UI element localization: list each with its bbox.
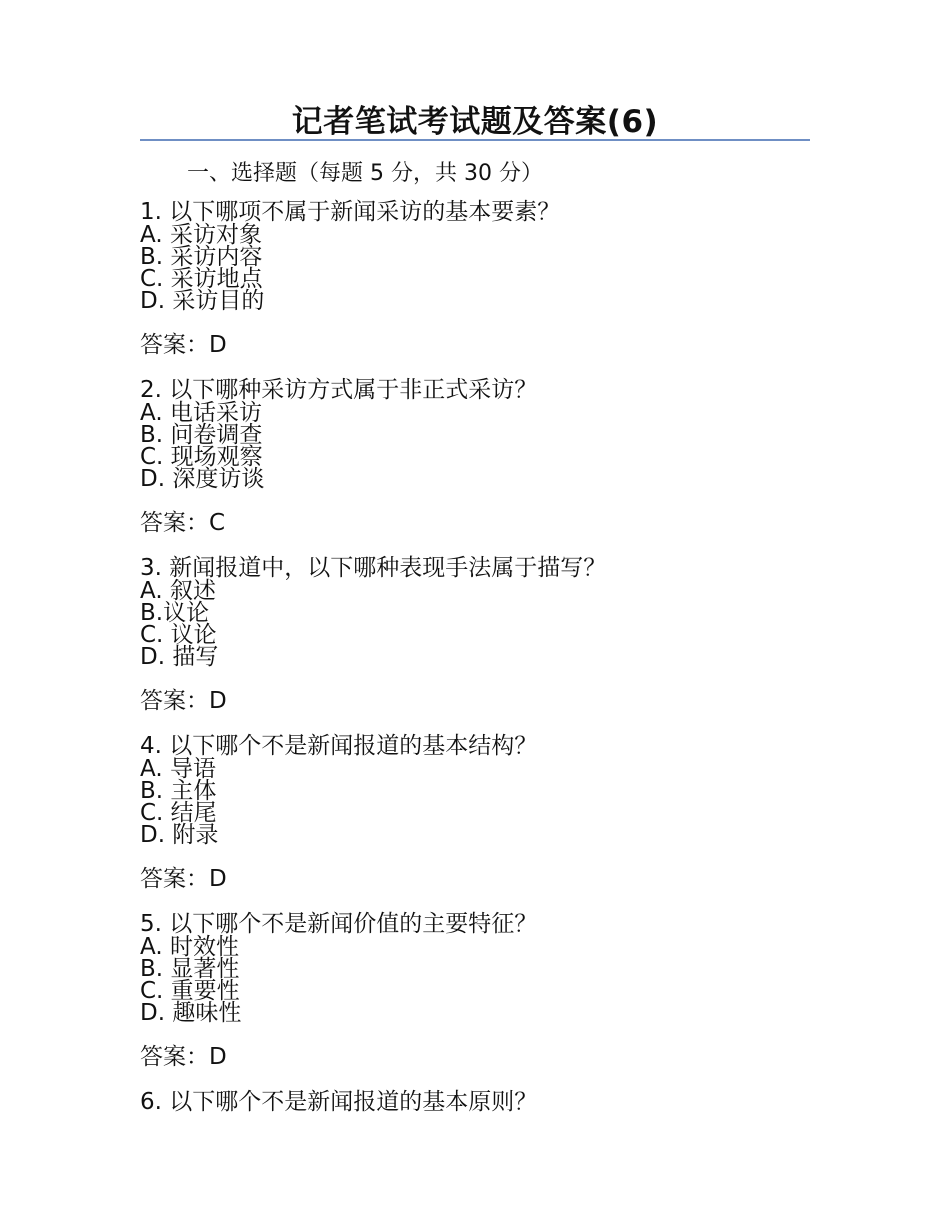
answer-line: 答案：C	[140, 510, 226, 536]
question-stem: 4. 以下哪个不是新闻报道的基本结构？	[140, 733, 538, 759]
option-c: C. 议论	[140, 622, 217, 648]
option-a: A. 采访对象	[140, 222, 262, 248]
question-4	[140, 734, 820, 891]
option-c: C. 重要性	[140, 978, 240, 1004]
option-b: B. 主体	[140, 778, 217, 804]
section-heading: 一、选择题（每题 5 分，共 30 分）	[187, 161, 543, 186]
answer-line: 答案：D	[140, 1044, 227, 1070]
option-a: A. 时效性	[140, 934, 239, 960]
answer-line: 答案：D	[140, 332, 227, 358]
option-c: C. 现场观察	[140, 444, 263, 470]
option-b: B. 显著性	[140, 956, 240, 982]
question-2	[140, 378, 820, 535]
question-stem: 2. 以下哪种采访方式属于非正式采访？	[140, 377, 538, 403]
answer-line: 答案：D	[140, 688, 227, 714]
question-stem: 6. 以下哪个不是新闻报道的基本原则？	[140, 1089, 538, 1115]
option-a: A. 叙述	[140, 578, 216, 604]
question-list	[140, 200, 820, 1114]
option-d: D. 深度访谈	[140, 466, 265, 492]
option-d: D. 描写	[140, 644, 219, 670]
question-stem: 1. 以下哪项不属于新闻采访的基本要素？	[140, 199, 561, 225]
option-a: A. 电话采访	[140, 400, 262, 426]
answer-line: 答案：D	[140, 866, 227, 892]
option-d: D. 附录	[140, 822, 219, 848]
question-stem: 5. 以下哪个不是新闻价值的主要特征？	[140, 911, 538, 937]
option-d: D. 趣味性	[140, 1000, 242, 1026]
option-b: B.议论	[140, 600, 210, 626]
option-c: C. 结尾	[140, 800, 217, 826]
title-underline	[140, 139, 810, 141]
question-6	[140, 1090, 820, 1114]
question-stem: 3. 新闻报道中，以下哪种表现手法属于描写？	[140, 555, 607, 581]
option-b: B. 采访内容	[140, 244, 263, 270]
page-title: 记者笔试考试题及答案(6)	[291, 104, 659, 140]
question-1	[140, 200, 820, 357]
option-c: C. 采访地点	[140, 266, 263, 292]
option-d: D. 采访目的	[140, 288, 265, 314]
option-b: B. 问卷调查	[140, 422, 263, 448]
question-3	[140, 556, 820, 713]
option-a: A. 导语	[140, 756, 216, 782]
question-5	[140, 912, 820, 1069]
